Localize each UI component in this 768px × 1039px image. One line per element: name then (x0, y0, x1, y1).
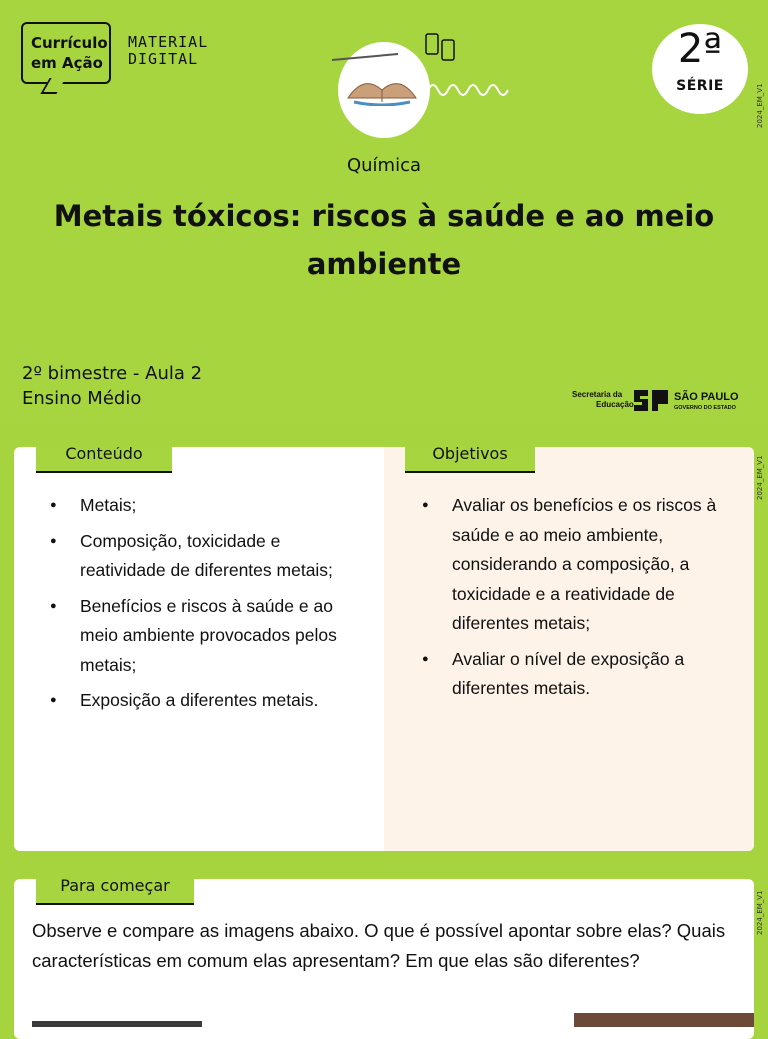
pen-illustration (330, 52, 400, 62)
list-item: ● Metais; (34, 491, 354, 521)
logo-line1: Currículo (31, 34, 108, 52)
list-item: ● Avaliar o nível de exposição a diferentes metais. (406, 645, 726, 704)
para-comecar-text: Observe e compare as imagens abaixo. O que é possível apontar sobre elas? Quais características em comum elas apresentam? Em que elas são diferentes? (32, 920, 726, 971)
bimestre-aula: 2º bimestre - Aula 2 (22, 363, 203, 384)
governo-text: GOVERNO DO ESTADO (674, 405, 736, 411)
secretaria-text: Secretaria da (572, 390, 623, 399)
para-comecar-tag: Para começar (36, 879, 194, 905)
list-item: ● Avaliar os benefícios e os riscos à saúde e ao meio ambiente, considerando a composição, a toxicidade e a reatividade de diferentes metais; (406, 491, 726, 639)
sao-paulo-text: SÃO PAULO (674, 391, 739, 403)
conteudo-list (34, 491, 354, 722)
version-code: 2024_EM_V1 (756, 890, 764, 935)
serie-label: SÉRIE (676, 78, 724, 94)
list-item: ● Benefícios e riscos à saúde e ao meio ambiente provocados pelos metais; (34, 592, 354, 681)
serie-badge (652, 24, 748, 114)
open-book-icon (344, 68, 420, 106)
serie-number: 2ª (677, 26, 723, 72)
content-objectives-card (14, 447, 754, 851)
digital-text: DIGITAL (128, 50, 199, 68)
sp-mark-s (634, 390, 648, 411)
page-title: Metais tóxicos: riscos à saúde e ao meio ambiente (53, 199, 715, 281)
sao-paulo-government-logo (570, 386, 750, 416)
list-item: ● Exposição a diferentes metais. (34, 686, 354, 716)
version-code: 2024_EM_V1 (756, 83, 764, 128)
subject-label: Química (346, 155, 422, 176)
comparison-image-left (32, 1021, 202, 1027)
comparison-image-right (574, 1013, 754, 1027)
logo-line2: em Ação (31, 54, 103, 72)
para-comecar-card (14, 879, 754, 1039)
material-text: MATERIAL (128, 33, 209, 51)
cover-slide (0, 0, 768, 425)
objetivos-list (406, 491, 726, 710)
version-code: 2024_EM_V1 (756, 455, 764, 500)
phone-icon (424, 32, 460, 66)
list-item: ● Composição, toxicidade e reatividade de diferentes metais; (34, 527, 354, 586)
curriculo-em-acao-logo (21, 22, 111, 84)
material-digital-logo (128, 34, 208, 68)
educacao-text: Educação (596, 400, 634, 409)
wave-decoration (428, 78, 513, 102)
conteudo-tag: Conteúdo (36, 447, 172, 473)
objetivos-tag: Objetivos (405, 447, 535, 473)
ensino-medio: Ensino Médio (22, 388, 142, 409)
sp-mark-p (652, 390, 668, 411)
